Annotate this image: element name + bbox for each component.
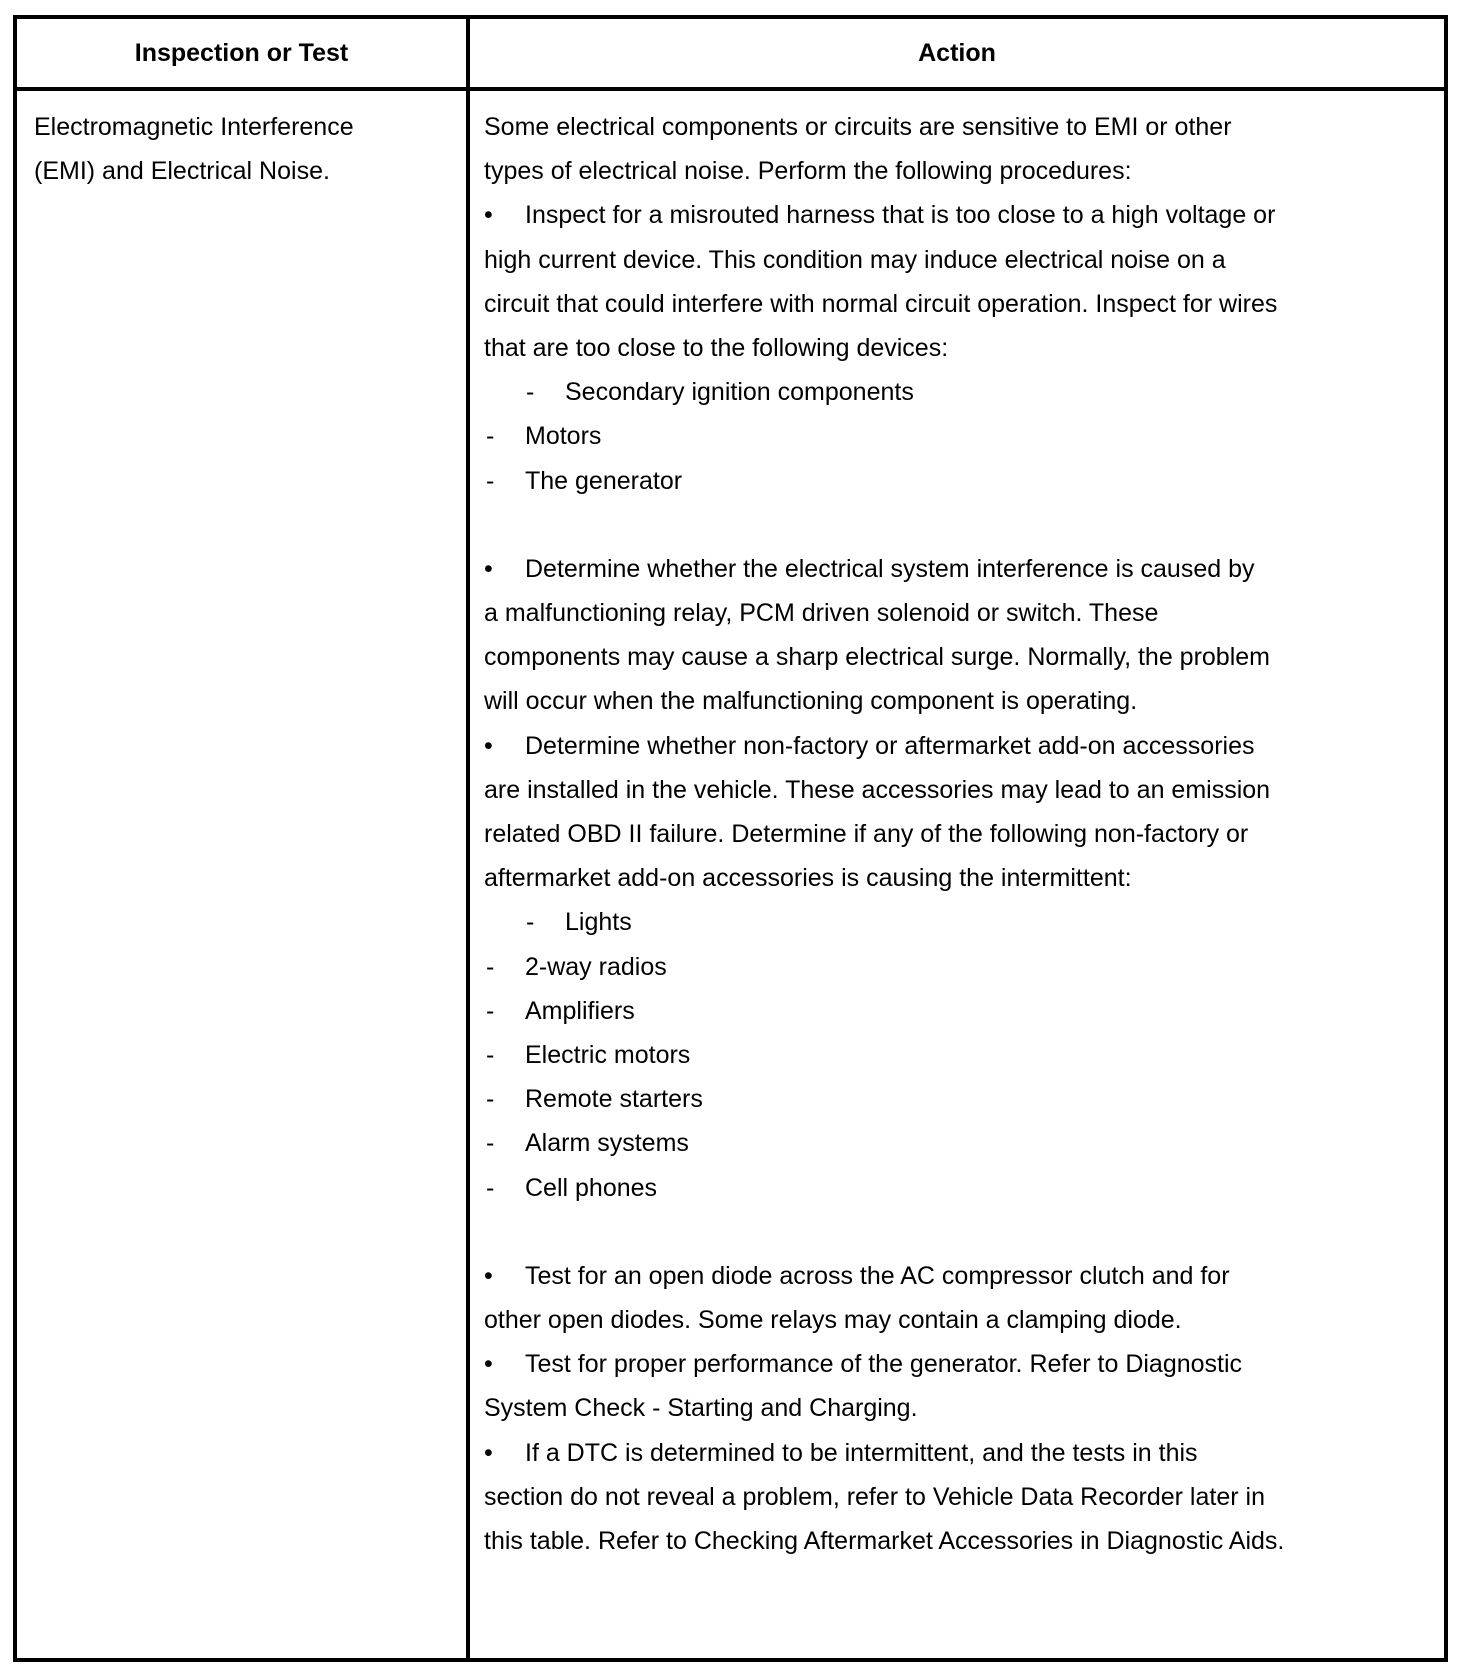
action-line-dash-indent [470,900,1444,944]
bullet-marker: • [484,1438,493,1467]
dash-marker: - [486,996,495,1025]
action-text: Amplifiers [525,996,635,1025]
action-text: 2-way radios [525,952,667,981]
action-line-text [470,1386,1444,1430]
action-line-dash [470,1033,1444,1077]
blank-line [470,1210,1444,1254]
dash-marker: - [486,1129,495,1158]
action-text: other open diodes. Some relays may contain a clamping diode. [484,1306,1182,1335]
dash-marker: - [486,952,495,981]
action-line-text [470,105,1444,149]
dash-marker: - [486,1040,495,1069]
bullet-marker: • [484,731,493,760]
action-line-text [470,238,1444,282]
inspection-cell [34,105,354,193]
action-line-bullet [470,1254,1444,1298]
action-text: Lights [565,908,632,937]
action-text: Determine whether the electrical system interference is caused by [525,554,1255,583]
inspection-line: Electromagnetic Interference [34,113,354,141]
action-line-dash [470,414,1444,458]
action-line-text [470,1475,1444,1519]
action-text: components may cause a sharp electrical surge. Normally, the problem [484,643,1270,672]
dash-marker: - [486,422,495,451]
action-text: this table. Refer to Checking Aftermarket Accessories in Diagnostic Aids. [484,1527,1285,1555]
action-text: The generator [525,466,683,495]
action-text: circuit that could interfere with normal circuit operation. Inspect for wires [484,289,1278,318]
action-text: Determine whether non-factory or aftermarket add-on accessories [525,731,1255,760]
action-text: a malfunctioning relay, PCM driven solenoid or switch. These [484,599,1159,628]
action-line-text [470,1298,1444,1342]
action-line-bullet [470,724,1444,768]
action-line-text [470,679,1444,723]
header-divider [17,87,1444,91]
action-line-dash [470,1121,1444,1165]
action-text: If a DTC is determined to be intermittent, and the tests in this [525,1438,1198,1467]
dash-marker: - [486,1085,495,1114]
header-action: Action [918,39,996,67]
action-line-dash [470,945,1444,989]
inspection-table [13,15,1448,1662]
blank-line [470,503,1444,547]
action-line-dash [470,1077,1444,1121]
action-line-text [470,591,1444,635]
action-text: Cell phones [525,1173,658,1202]
action-line-text [470,635,1444,679]
action-line-text [470,1519,1444,1563]
action-line-bullet [470,1342,1444,1386]
bullet-marker: • [484,554,493,583]
action-line-bullet [470,193,1444,237]
action-text: Electric motors [525,1040,691,1069]
action-text: Test for an open diode across the AC compressor clutch and for [525,1261,1230,1290]
action-text: System Check - Starting and Charging. [484,1394,918,1423]
action-line-dash [470,1166,1444,1210]
action-line-text [470,149,1444,193]
action-text: types of electrical noise. Perform the following procedures: [484,157,1132,186]
action-cell [470,105,1444,1563]
action-line-text [470,282,1444,326]
action-line-bullet [470,1431,1444,1475]
action-line-dash-indent [470,370,1444,414]
dash-marker: - [526,908,535,937]
inspection-line: (EMI) and Electrical Noise. [34,157,330,186]
action-text: will occur when the malfunctioning component is operating. [484,687,1138,716]
action-line-text [470,326,1444,370]
action-line-text [470,856,1444,900]
action-text: are installed in the vehicle. These accessories may lead to an emission [484,775,1271,804]
action-text: Inspect for a misrouted harness that is too close to a high voltage or [525,201,1276,230]
action-text: Test for proper performance of the generator. Refer to Diagnostic [525,1350,1243,1379]
action-line-text [470,768,1444,812]
action-text: Some electrical components or circuits are sensitive to EMI or other [484,113,1232,141]
action-line-dash [470,989,1444,1033]
action-line-dash [470,459,1444,503]
action-text: that are too close to the following devices: [484,333,949,362]
dash-marker: - [486,466,495,495]
action-text: Alarm systems [525,1129,689,1158]
bullet-marker: • [484,1350,493,1379]
action-text: Secondary ignition components [565,378,914,407]
action-text: high current device. This condition may induce electrical noise on a [484,245,1226,274]
action-text: section do not reveal a problem, refer to Vehicle Data Recorder later in [484,1482,1265,1511]
action-text: aftermarket add-on accessories is causing the intermittent: [484,864,1132,893]
action-text: Motors [525,422,602,451]
bullet-marker: • [484,1261,493,1290]
action-text: related OBD II failure. Determine if any of the following non-factory or [484,820,1249,848]
dash-marker: - [526,378,535,407]
header-inspection-or-test: Inspection or Test [134,39,349,67]
dash-marker: - [486,1173,495,1202]
bullet-marker: • [484,201,493,230]
action-line-text [470,812,1444,856]
action-text: Remote starters [525,1085,703,1114]
action-line-bullet [470,547,1444,591]
